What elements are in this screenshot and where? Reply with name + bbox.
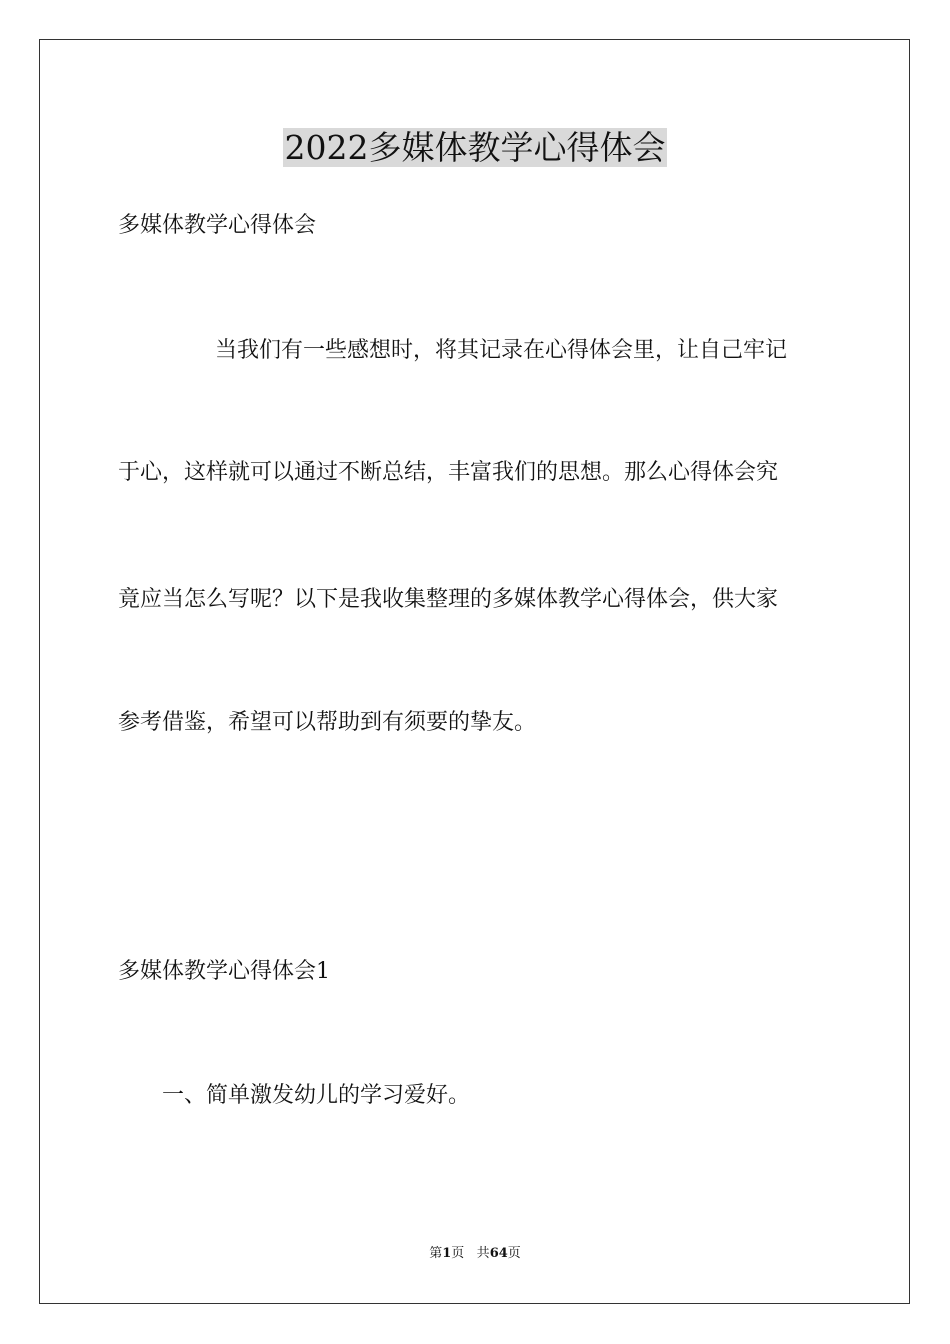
document-title-text: 2022多媒体教学心得体会 — [284, 128, 666, 167]
footer-page-prefix: 第 — [429, 1246, 443, 1261]
document-title — [0, 126, 950, 170]
section-heading: 多媒体教学心得体会1 — [118, 959, 330, 984]
document-subtitle: 多媒体教学心得体会 — [118, 213, 317, 238]
section-item: 一、简单激发幼儿的学习爱好。 — [162, 1083, 471, 1108]
intro-line-1: 当我们有一些感想时，将其记录在心得体会里，让自己牢记 — [215, 338, 788, 363]
footer-page-number: 1 — [442, 1246, 452, 1261]
intro-line-4: 参考借鉴，希望可以帮助到有须要的挚友。 — [118, 710, 537, 735]
footer-total-prefix: 共 — [476, 1246, 490, 1261]
footer-total-pages: 64 — [489, 1246, 508, 1261]
page-footer — [0, 1245, 950, 1263]
footer-total-suffix: 页 — [507, 1246, 521, 1261]
footer-page-suffix: 页 — [451, 1246, 465, 1261]
intro-line-2: 于心，这样就可以通过不断总结，丰富我们的思想。那么心得体会究 — [118, 460, 779, 485]
intro-line-3: 竟应当怎么写呢？以下是我收集整理的多媒体教学心得体会，供大家 — [118, 587, 779, 612]
